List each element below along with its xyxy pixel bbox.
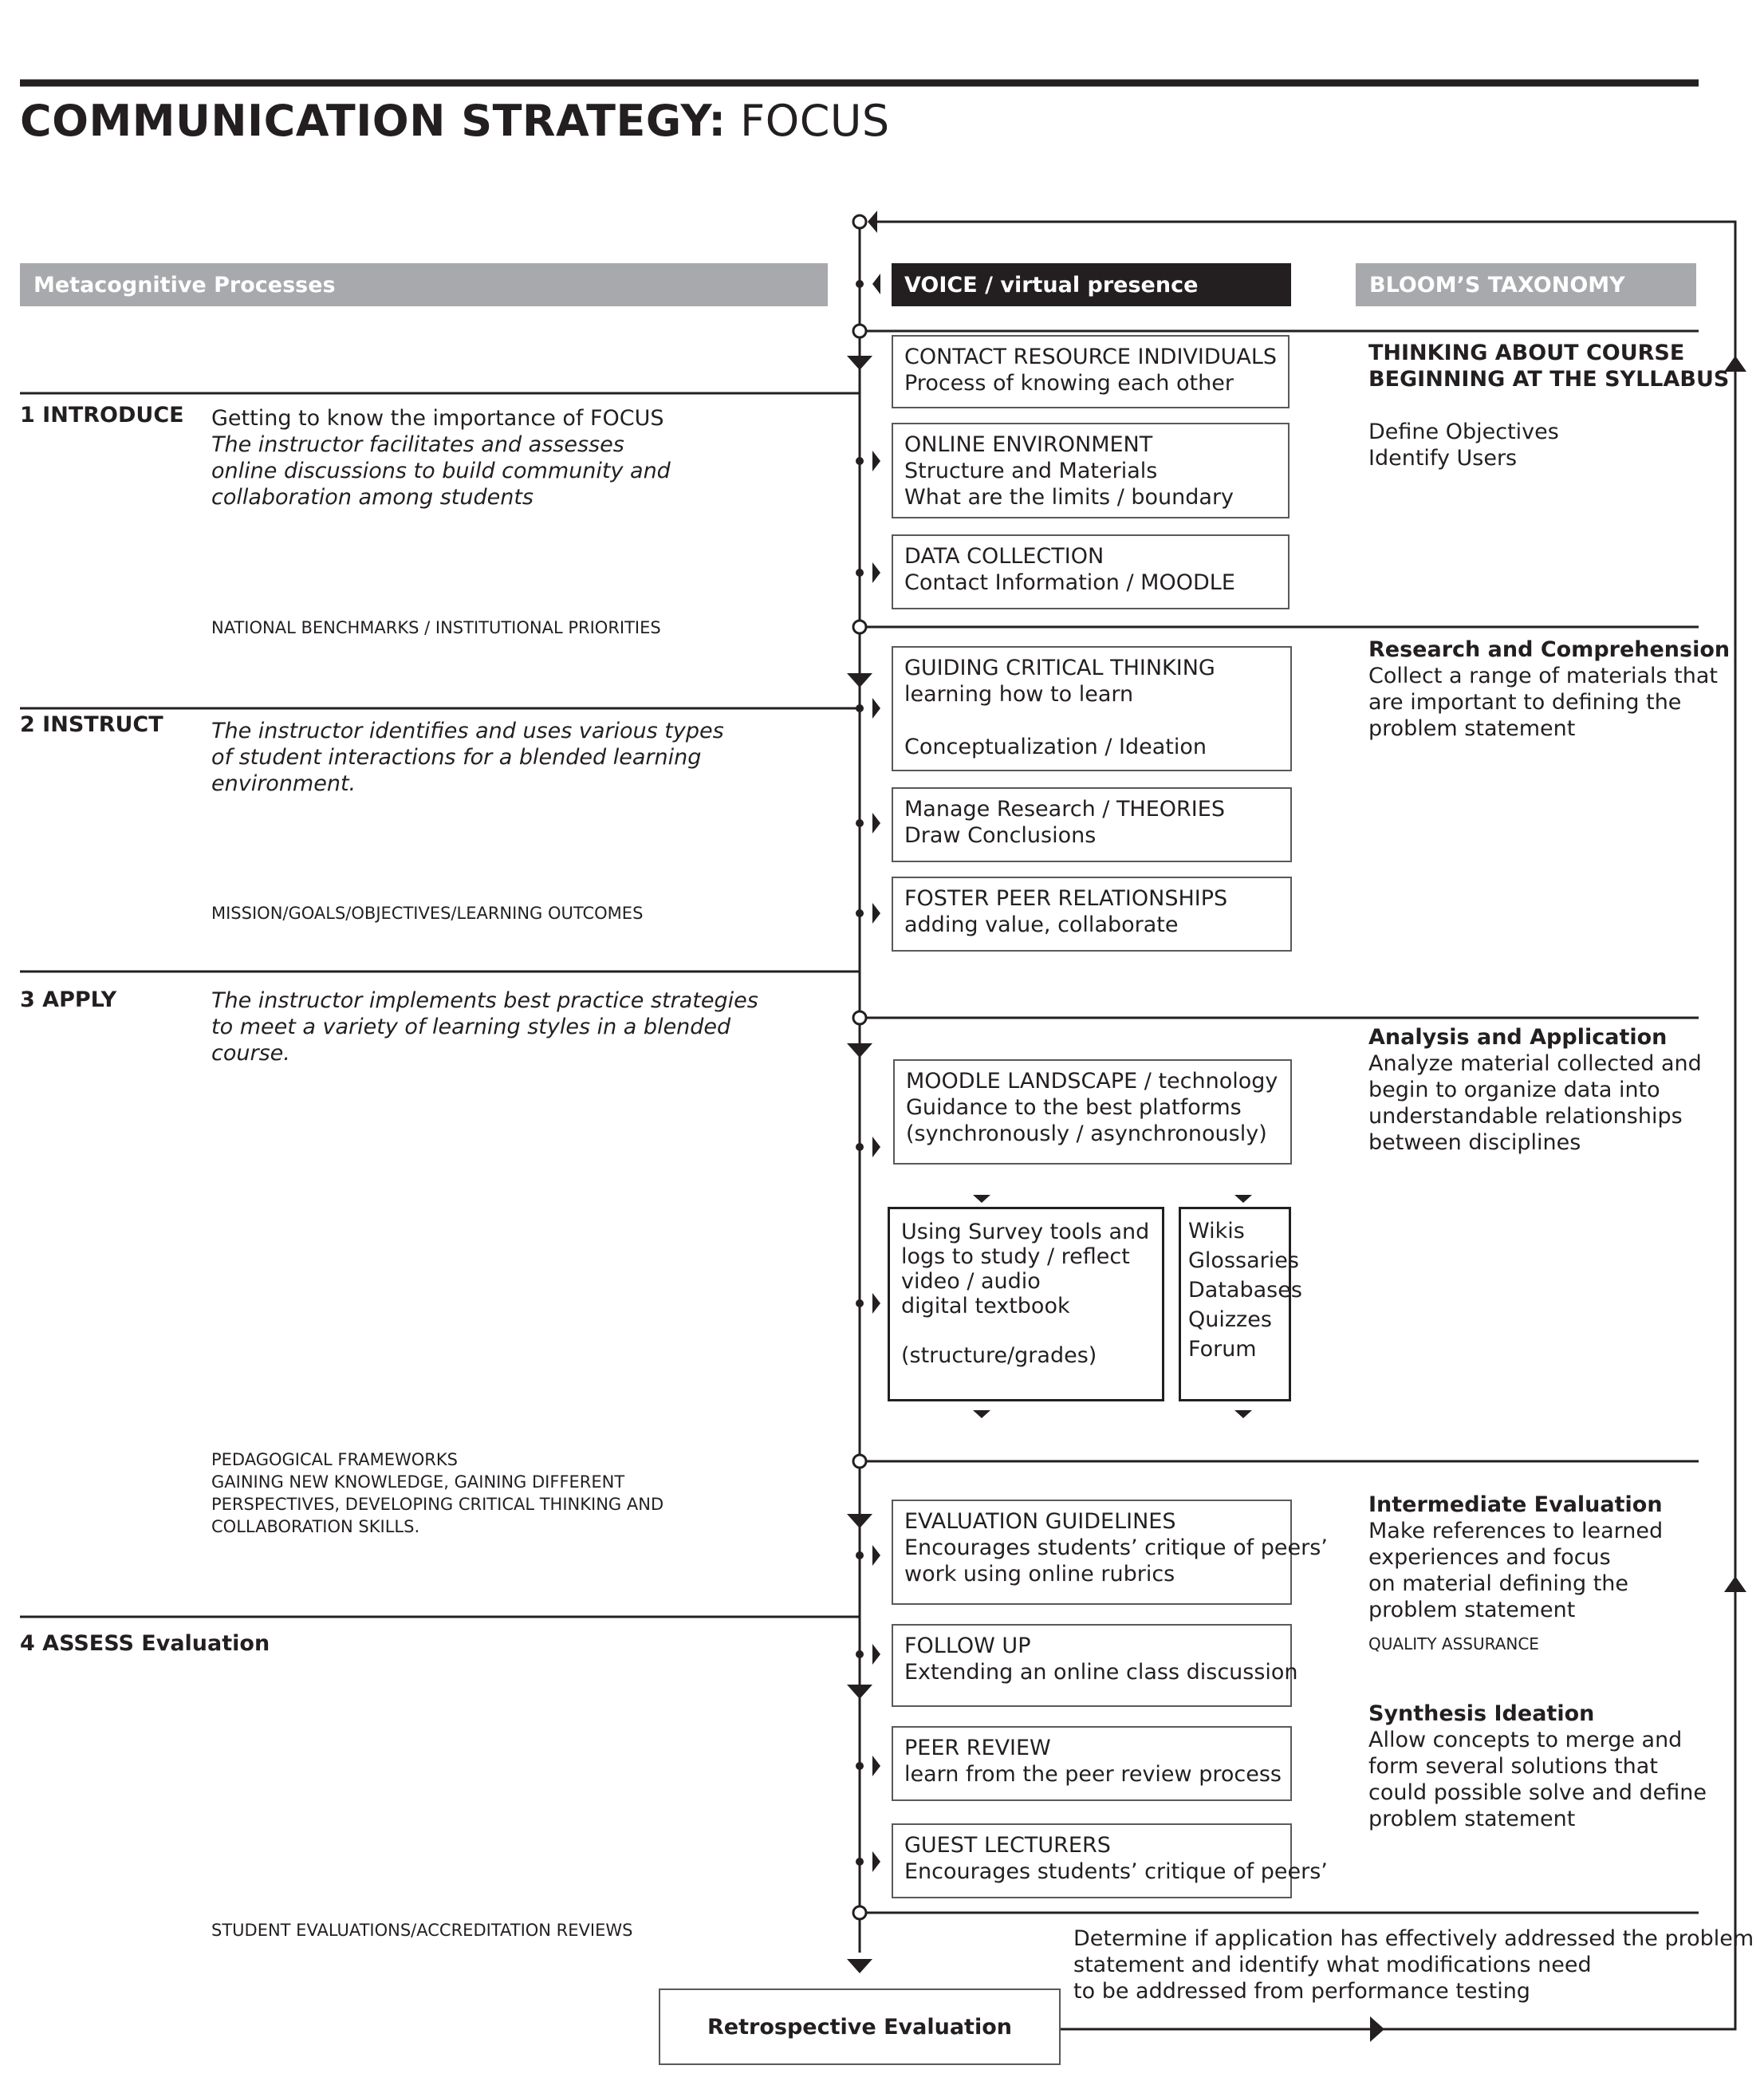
bloom-thinking [1368, 340, 1729, 471]
box-gap [904, 707, 1279, 734]
introduce-caption-text: NATIONAL BENCHMARKS / INSTITUTIONAL PRIORITIES [211, 618, 661, 637]
introduce-lead: Getting to know the importance of FOCUS [211, 406, 664, 431]
assess-caption [211, 1919, 632, 1941]
bloom-heading: Analysis and Application [1368, 1025, 1668, 1050]
box-line: Databases [1188, 1278, 1302, 1303]
arrow-up-2 [1724, 1576, 1746, 1592]
bloom-line: problem statement [1368, 716, 1576, 741]
box-line: Conceptualization / Ideation [904, 735, 1207, 759]
apply-caption-line: PEDAGOGICAL FRAMEWORKS [211, 1450, 458, 1469]
box-follow-up [892, 1624, 1298, 1707]
box-survey-tools [888, 1207, 1164, 1401]
stage-instruct-desc [211, 718, 724, 797]
bloom-heading: Research and Comprehension [1368, 637, 1731, 662]
box-line: Wikis [1188, 1219, 1245, 1244]
bloom-line: Identify Users [1368, 446, 1518, 471]
box-line: FOLLOW UP [904, 1634, 1031, 1658]
box-evaluation-guidelines [892, 1500, 1328, 1605]
bloom-gap [1368, 392, 1729, 419]
stage-introduce-desc [211, 405, 671, 510]
box-contact-resource [892, 335, 1290, 408]
bloom-heading: Intermediate Evaluation [1368, 1492, 1663, 1517]
bloom-analysis [1368, 1024, 1702, 1156]
introduce-line: collaboration among students [211, 485, 534, 510]
stage-assess-label: 4 ASSESS Evaluation [20, 1631, 270, 1656]
apply-line: The instructor implements best practice strategies [211, 988, 758, 1013]
box-online-environment [892, 423, 1290, 518]
introduce-line: online discussions to build community and [211, 459, 671, 483]
bloom-heading: Synthesis Ideation [1368, 1701, 1595, 1726]
arrow-small-3 [973, 1410, 990, 1418]
box-line: learning how to learn [904, 682, 1134, 707]
box-line: EVALUATION GUIDELINES [904, 1509, 1176, 1534]
box-moodle-landscape [893, 1059, 1292, 1165]
box-peer-review [892, 1726, 1292, 1801]
stage-instruct-label: 2 INSTRUCT [20, 712, 163, 737]
bloom-line: begin to organize data into [1368, 1078, 1660, 1102]
assess-caption-text: STUDENT EVALUATIONS/ACCREDITATION REVIEWS [211, 1921, 633, 1940]
arrow-down-2 [847, 673, 872, 688]
box-line: learn from the peer review process [904, 1762, 1282, 1787]
box-line: Manage Research / THEORIES [904, 797, 1225, 822]
box-line: (structure/grades) [901, 1343, 1097, 1368]
box-data-collection [892, 534, 1290, 609]
bloom-line: are important to defining the [1368, 690, 1682, 715]
determine-text [1073, 1925, 1754, 2004]
box-line: FOSTER PEER RELATIONSHIPS [904, 886, 1228, 911]
box-line: Structure and Materials [904, 459, 1158, 483]
arrow-down-3 [847, 1043, 872, 1058]
stage-introduce-label: 1 INTRODUCE [20, 403, 184, 428]
apply-caption-line: COLLABORATION SKILLS. [211, 1517, 420, 1536]
box-line: logs to study / reflect [901, 1244, 1130, 1269]
bloom-synthesis [1368, 1701, 1707, 1832]
box-line: Quizzes [1188, 1307, 1272, 1332]
node-1 [853, 325, 866, 337]
box-wikis [1179, 1207, 1302, 1401]
box-foster-peer [892, 877, 1292, 952]
introduce-line: The instructor facilitates and assesses [211, 432, 624, 457]
arrow-right-bottom [1370, 2016, 1384, 2042]
box-line: adding value, collaborate [904, 912, 1179, 937]
arrow-small-4 [1234, 1410, 1252, 1418]
retrospective-evaluation-box: Retrospective Evaluation [659, 1988, 1061, 2065]
instruct-line: environment. [211, 771, 356, 796]
box-line: Forum [1188, 1337, 1257, 1362]
stage-apply-label: 3 APPLY [20, 987, 117, 1012]
bloom-heading: THINKING ABOUT COURSE [1368, 341, 1685, 365]
bloom-line: Define Objectives [1368, 420, 1559, 444]
determine-line: statement and identify what modifications need [1073, 1953, 1592, 1977]
arrow-down-6 [847, 1959, 872, 1973]
bloom-line: experiences and focus [1368, 1545, 1611, 1570]
box-line: GUEST LECTURERS [904, 1833, 1111, 1858]
box-line: CONTACT RESOURCE INDIVIDUALS [904, 345, 1278, 369]
box-line: Extending an online class discussion [904, 1660, 1298, 1685]
instruct-caption [211, 902, 643, 924]
determine-line: to be addressed from performance testing [1073, 1979, 1530, 2004]
node-5 [853, 1906, 866, 1919]
apply-caption-line: GAINING NEW KNOWLEDGE, GAINING DIFFERENT [211, 1472, 625, 1492]
box-line: ONLINE ENVIRONMENT [904, 432, 1153, 457]
bloom-line: on material defining the [1368, 1571, 1629, 1596]
box-gap [901, 1318, 1151, 1343]
title-regular: FOCUS [740, 96, 890, 146]
apply-line: course. [211, 1041, 290, 1066]
box-line: Guidance to the best platforms [906, 1095, 1242, 1120]
introduce-caption [211, 617, 661, 639]
instruct-line: of student interactions for a blended learning [211, 745, 702, 770]
box-line: work using online rubrics [904, 1562, 1175, 1586]
header-metacognitive: Metacognitive Processes [20, 263, 828, 306]
box-line: Encourages students’ critique of peers’ [904, 1535, 1328, 1560]
quality-assurance-note: QUALITY ASSURANCE [1368, 1634, 1539, 1653]
arrow-small-2 [1234, 1195, 1252, 1203]
apply-line: to meet a variety of learning styles in a blended [211, 1015, 731, 1039]
box-guest-lecturers [892, 1823, 1328, 1898]
box-guiding-critical-thinking [892, 646, 1292, 771]
arrow-down-4 [847, 1514, 872, 1528]
instruct-line: The instructor identifies and uses various types [211, 719, 724, 743]
node-4 [853, 1455, 866, 1468]
header-bloom: BLOOM’S TAXONOMY [1356, 263, 1696, 306]
instruct-caption-text: MISSION/GOALS/OBJECTIVES/LEARNING OUTCOMES [211, 904, 644, 923]
box-line: digital textbook [901, 1294, 1070, 1318]
bloom-line: between disciplines [1368, 1130, 1581, 1155]
arrow-down-1 [847, 356, 872, 370]
box-line: Using Survey tools and [901, 1220, 1150, 1244]
bloom-line: Analyze material collected and [1368, 1051, 1702, 1076]
node-top [853, 215, 866, 228]
box-line: video / audio [901, 1269, 1041, 1294]
box-line: Draw Conclusions [904, 823, 1097, 848]
box-line: Contact Information / MOODLE [904, 570, 1235, 595]
stage-apply-desc [211, 987, 758, 1066]
determine-line: Determine if application has effectively addressed the problem [1073, 1926, 1754, 1951]
bloom-line: Make references to learned [1368, 1519, 1664, 1543]
node-2 [853, 621, 866, 633]
bloom-line: form several solutions that [1368, 1754, 1658, 1779]
title-bold: COMMUNICATION STRATEGY: [20, 96, 726, 146]
page-title [20, 96, 890, 146]
box-manage-research [892, 787, 1292, 862]
box-line: Encourages students’ critique of peers’ [904, 1859, 1328, 1884]
bloom-heading: BEGINNING AT THE SYLLABUS [1368, 367, 1730, 392]
bloom-line: Allow concepts to merge and [1368, 1728, 1683, 1752]
apply-caption-line: PERSPECTIVES, DEVELOPING CRITICAL THINKING AND [211, 1495, 664, 1514]
node-3 [853, 1011, 866, 1024]
box-line: PEER REVIEW [904, 1736, 1051, 1760]
arrow-left-top [868, 211, 877, 233]
box-line: GUIDING CRITICAL THINKING [904, 656, 1215, 680]
bloom-line: Collect a range of materials that [1368, 664, 1718, 688]
bloom-line: understandable relationships [1368, 1104, 1683, 1129]
bloom-line: problem statement [1368, 1807, 1576, 1831]
arrow-small-1 [973, 1195, 990, 1203]
bloom-line: could possible solve and define [1368, 1780, 1707, 1805]
box-line: DATA COLLECTION [904, 544, 1104, 569]
box-line: (synchronously / asynchronously) [906, 1121, 1267, 1146]
arrow-down-5 [847, 1685, 872, 1699]
bloom-research [1368, 637, 1730, 742]
bloom-line: problem statement [1368, 1598, 1576, 1622]
box-line: Glossaries [1188, 1248, 1299, 1273]
box-line: Process of knowing each other [904, 371, 1234, 396]
box-line: MOODLE LANDSCAPE / technology [906, 1069, 1278, 1094]
header-voice: VOICE / virtual presence [892, 263, 1291, 306]
apply-caption [211, 1448, 663, 1538]
box-line: What are the limits / boundary [904, 485, 1234, 510]
bloom-intermediate [1368, 1492, 1663, 1657]
